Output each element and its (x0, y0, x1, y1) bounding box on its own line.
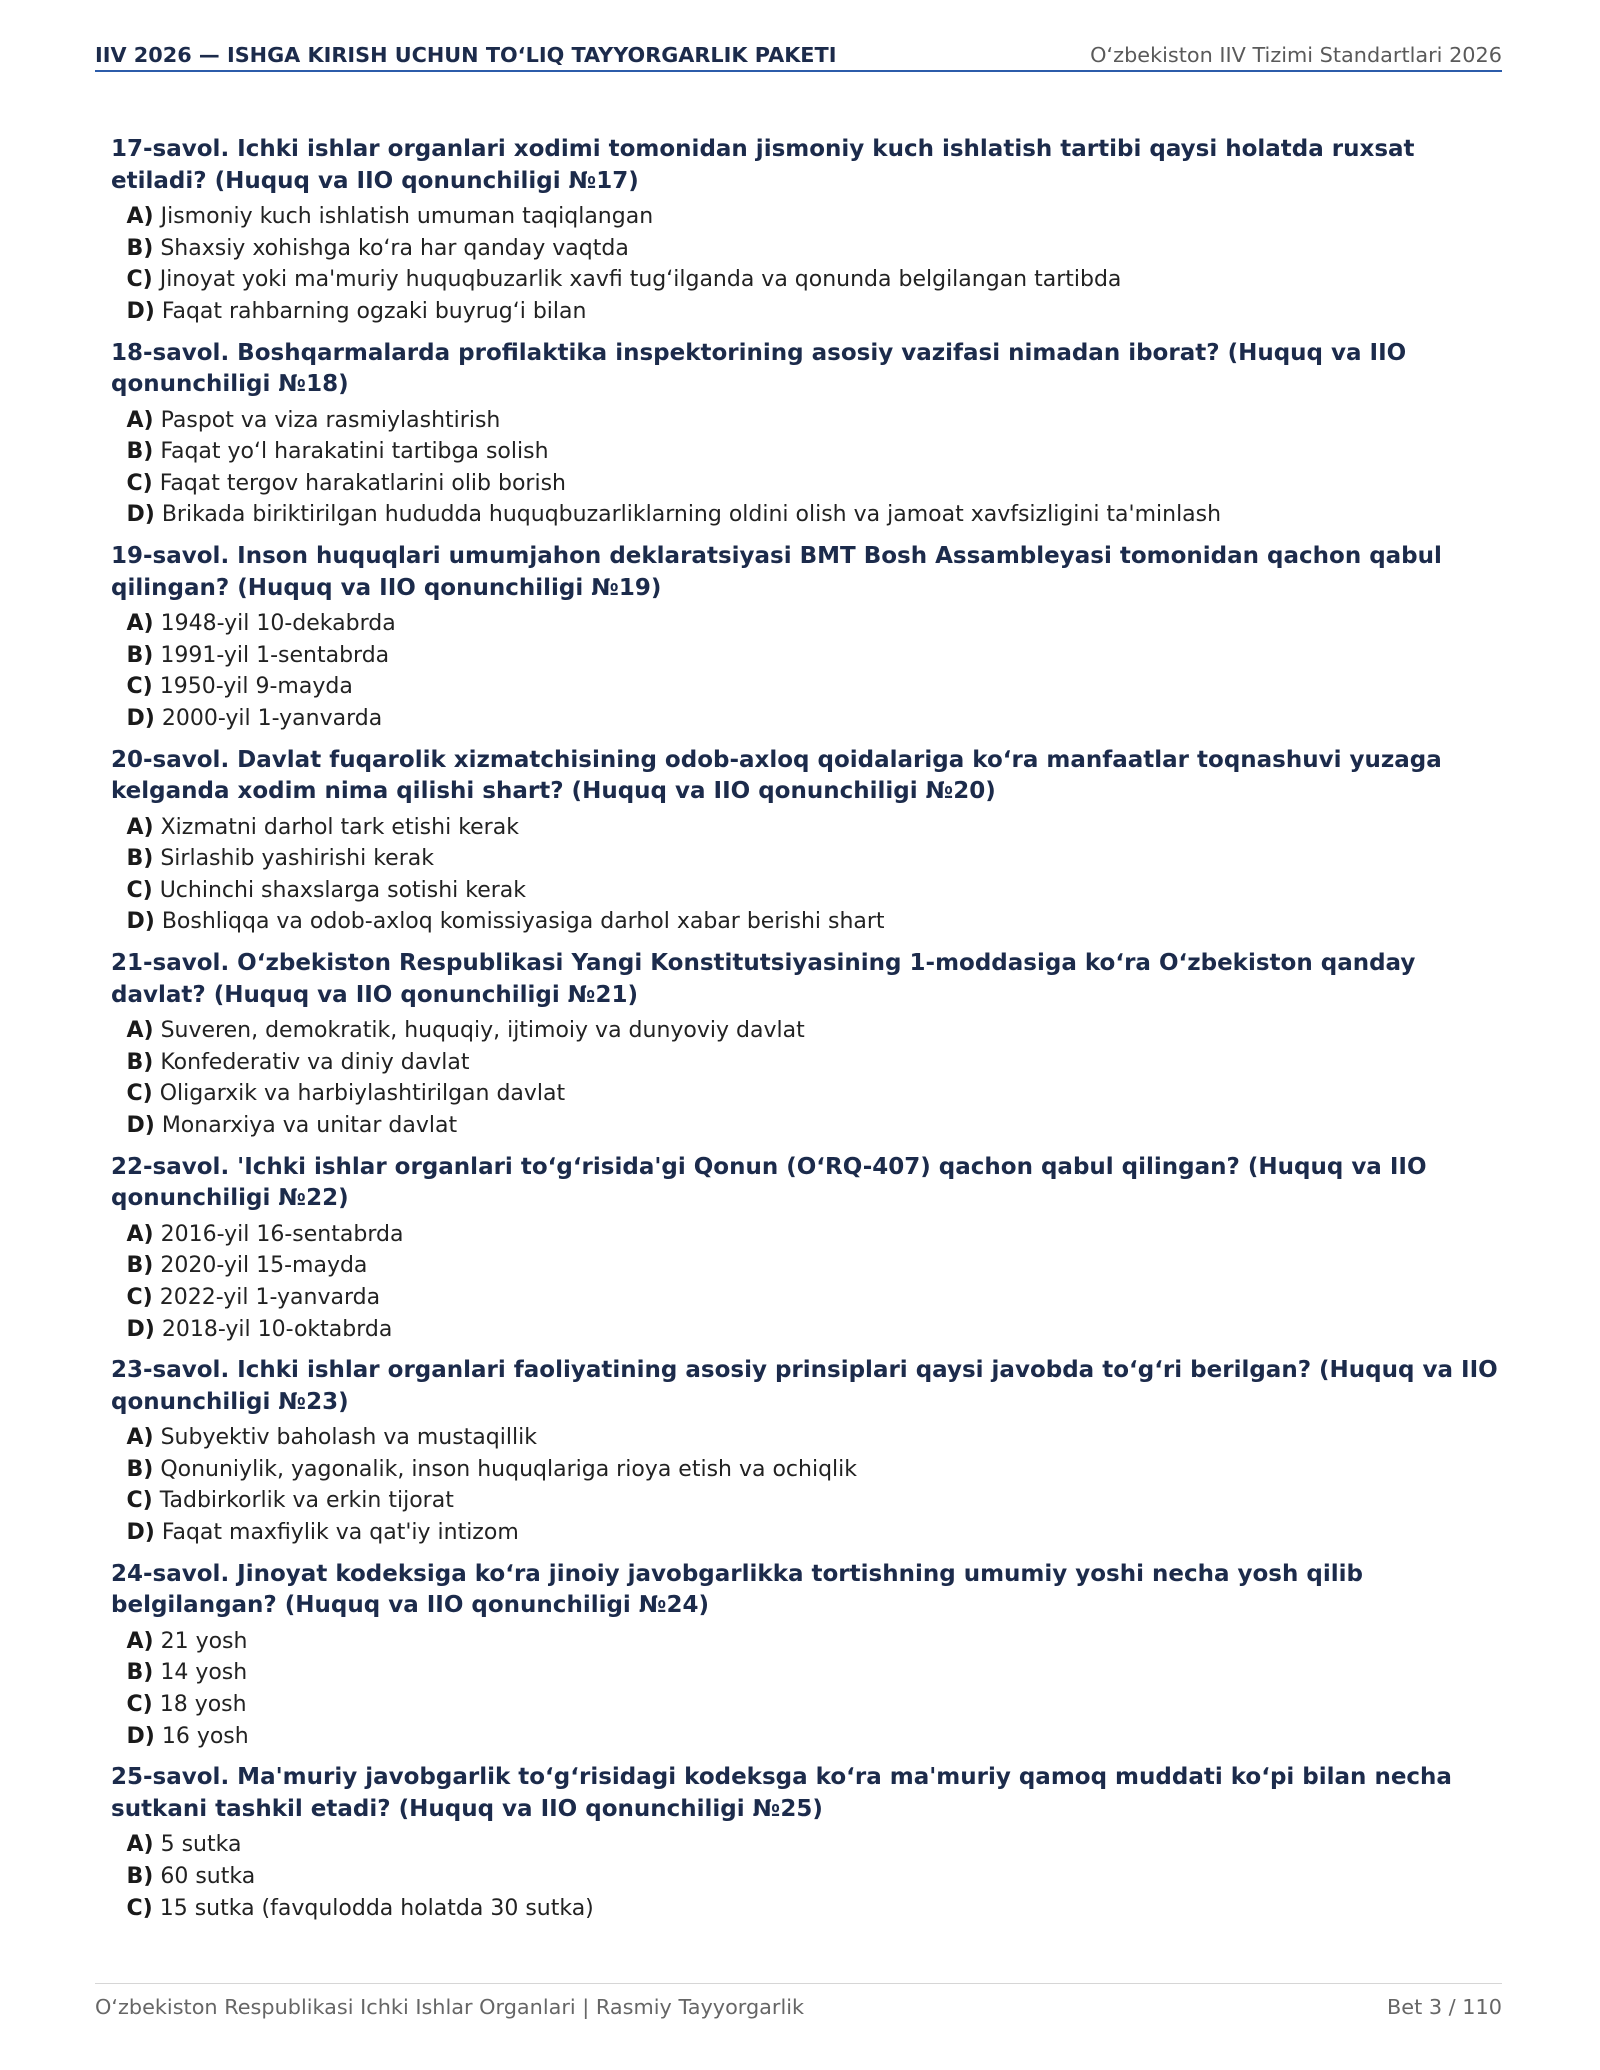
option-letter: B) (126, 439, 154, 465)
answer-option-c (127, 264, 1503, 296)
answer-option-c (127, 671, 1503, 703)
option-text: 1991-yil 1-sentabrda (160, 642, 390, 668)
option-text: Oligarxik va harbiylashtirilgan davlat (159, 1081, 566, 1107)
option-text: Faqat yoʻl harakatini tartibga solish (160, 439, 549, 465)
option-letter: D) (126, 1520, 155, 1546)
answer-options (111, 1422, 1502, 1548)
answer-options (111, 1626, 1502, 1752)
option-text: 1950-yil 9-mayda (159, 674, 353, 700)
question-text: 20-savol. Davlat fuqarolik xizmatchisining odob-axloq qoidalariga koʻra manfaatlar toqnashuvi yuzaga kelganda xodim nima qilishi shart? (Huquq va IIO qonunchiligi №20) (111, 746, 1442, 805)
option-text: Jinoyat yoki ma'muriy huquqbuzarlik xavfi tugʻilganda va qonunda belgilangan tartibda (159, 267, 1122, 293)
option-letter: B) (126, 1863, 154, 1889)
option-letter: C) (126, 674, 153, 700)
option-letter: B) (126, 846, 154, 872)
question-block-23 (111, 1355, 1502, 1548)
option-letter: C) (126, 1081, 153, 1107)
page-header (95, 40, 1502, 71)
option-text: Paspot va viza rasmiylashtirish (160, 407, 501, 433)
option-letter: C) (126, 877, 153, 903)
answer-options (111, 608, 1502, 734)
option-text: Qonuniylik, yagonalik, inson huquqlariga rioya etish va ochiqlik (160, 1456, 858, 1482)
option-text: 18 yosh (159, 1692, 247, 1717)
option-letter: A) (126, 611, 154, 637)
option-letter: D) (126, 502, 155, 528)
answer-option-a (127, 1829, 1503, 1861)
option-text: Xizmatni darhol tark etishi kerak (160, 814, 519, 840)
answer-option-d (127, 906, 1503, 938)
option-text: Brikada biriktirilgan hududda huquqbuzarliklarning oldini olish va jamoat xavfsizligini ta'minlash (161, 502, 1222, 528)
question-text: 21-savol. Oʻzbekiston Respublikasi Yangi Konstitutsiyasining 1-moddasiga koʻra Oʻzbekiston qanday davlat? (Huquq va IIO qonunchiligi №21) (111, 950, 1416, 1008)
option-text: 2022-yil 1-yanvarda (159, 1284, 381, 1310)
answer-option-b (127, 1047, 1503, 1079)
option-letter: B) (126, 1049, 154, 1075)
answer-option-c (127, 468, 1503, 500)
answer-option-c (127, 1282, 1503, 1314)
answer-option-a (127, 812, 1503, 844)
answer-option-d (127, 499, 1503, 531)
option-text: 14 yosh (160, 1660, 248, 1686)
option-text: 1948-yil 10-dekabrda (160, 611, 396, 637)
option-letter: A) (126, 1018, 154, 1044)
option-letter: A) (126, 1221, 154, 1247)
option-letter: D) (126, 1112, 155, 1138)
question-block-22 (111, 1152, 1502, 1345)
option-text: 2018-yil 10-oktabrda (161, 1316, 393, 1342)
document-subtitle: Oʻzbekiston IIV Tizimi Standartlari 2026 (1090, 43, 1502, 67)
option-letter: C) (126, 1488, 153, 1514)
question-text: 22-savol. 'Ichki ishlar organlari toʻgʻrisida'gi Qonun (OʻRQ-407) qachon qabul qilingan? (Huquq va IIO qonunchiligi №22) (111, 1153, 1427, 1212)
option-text: 2000-yil 1-yanvarda (161, 705, 383, 731)
option-letter: C) (126, 1895, 153, 1921)
answer-option-d (127, 1721, 1503, 1753)
question-text: 24-savol. Jinoyat kodeksiga koʻra jinoiy javobgarlikka tortishning umumiy yoshi necha yosh qilib belgilangan? (Huquq va IIO qonunchiligi №24) (111, 1560, 1363, 1619)
footer-divider (95, 1983, 1502, 1984)
option-letter: A) (126, 407, 154, 433)
answer-option-c (127, 1893, 1503, 1925)
question-block-17 (111, 134, 1502, 327)
option-text: Faqat rahbarning ogzaki buyrugʻi bilan (161, 298, 587, 324)
question-list (111, 134, 1502, 1934)
answer-option-d (127, 703, 1503, 735)
option-text: Sirlashib yashirishi kerak (160, 846, 434, 872)
option-letter: C) (126, 1692, 153, 1717)
question-block-25 (111, 1762, 1502, 1924)
answer-options (111, 1015, 1502, 1141)
option-letter: A) (126, 1425, 154, 1451)
answer-option-b (127, 640, 1503, 672)
answer-option-c (127, 1078, 1503, 1110)
option-letter: D) (126, 705, 155, 731)
option-letter: B) (126, 642, 154, 668)
answer-option-b (127, 1250, 1503, 1282)
option-letter: B) (126, 1660, 154, 1686)
option-letter: A) (126, 203, 154, 229)
answer-options (111, 1829, 1502, 1924)
option-letter: C) (126, 1284, 153, 1310)
answer-option-c (127, 875, 1503, 907)
question-text: 23-savol. Ichki ishlar organlari faoliyatining asosiy prinsiplari qaysi javobda toʻgʻri berilgan? (Huquq va IIO qonunchiligi №23) (111, 1357, 1498, 1415)
option-text: 2020-yil 15-mayda (160, 1253, 368, 1279)
option-letter: D) (126, 909, 155, 935)
question-block-20 (111, 745, 1502, 938)
answer-options (111, 1219, 1502, 1345)
question-text: 19-savol. Inson huquqlari umumjahon deklaratsiyasi BMT Bosh Assambleyasi tomonidan qachon qabul qilingan? (Huquq va IIO qonunchiligi №19) (111, 543, 1442, 601)
option-text: Boshliqqa va odob-axloq komissiyasiga darhol xabar berishi shart (161, 909, 885, 935)
answer-option-b (127, 436, 1503, 468)
answer-option-a (127, 1219, 1503, 1251)
option-letter: A) (126, 1832, 154, 1858)
option-text: Subyektiv baholash va mustaqillik (160, 1425, 537, 1451)
option-letter: D) (126, 298, 155, 324)
option-letter: C) (126, 267, 153, 293)
option-text: Suveren, demokratik, huquqiy, ijtimoiy va dunyoviy davlat (160, 1018, 805, 1044)
option-letter: B) (126, 235, 154, 261)
answer-option-d (127, 1110, 1503, 1142)
answer-option-d (127, 1314, 1503, 1346)
option-text: 60 sutka (160, 1863, 256, 1889)
header-divider (95, 70, 1502, 72)
question-text: 18-savol. Boshqarmalarda profilaktika inspektorining asosiy vazifasi nimadan iborat? (Huquq va IIO qonunchiligi №18) (111, 339, 1407, 398)
answer-option-b (127, 843, 1503, 875)
question-block-24 (111, 1559, 1502, 1752)
question-block-18 (111, 338, 1502, 531)
option-letter: D) (126, 1316, 155, 1342)
question-text: 17-savol. Ichki ishlar organlari xodimi tomonidan jismoniy kuch ishlatish tartibi qaysi holatda ruxsat etiladi? (Huquq va IIO qonunchiligi №17) (111, 136, 1415, 194)
answer-option-a (127, 1422, 1503, 1454)
page-number: Bet 3 / 110 (1387, 1995, 1502, 2019)
answer-options (111, 812, 1502, 938)
option-text: Uchinchi shaxslarga sotishi kerak (159, 877, 527, 903)
answer-option-b (127, 1861, 1503, 1893)
option-text: 16 yosh (161, 1723, 249, 1749)
option-letter: B) (126, 1456, 154, 1482)
answer-option-c (127, 1485, 1503, 1517)
answer-option-a (127, 608, 1503, 640)
answer-option-b (127, 1657, 1503, 1689)
question-text: 25-savol. Ma'muriy javobgarlik toʻgʻrisidagi kodeksga koʻra ma'muriy qamoq muddati koʻpi bilan necha sutkani tashkil etadi? (Huquq va IIO qonunchiligi №25) (111, 1764, 1452, 1822)
option-text: 2016-yil 16-sentabrda (160, 1221, 404, 1247)
answer-option-a (127, 201, 1503, 233)
page-footer (95, 1992, 1502, 2022)
question-block-19 (111, 541, 1502, 734)
option-text: 15 sutka (favqulodda holatda 30 sutka) (159, 1895, 594, 1921)
option-text: Monarxiya va unitar davlat (161, 1112, 458, 1138)
answer-option-d (127, 296, 1503, 328)
option-text: 21 yosh (160, 1628, 248, 1654)
answer-option-d (127, 1517, 1503, 1549)
answer-option-a (127, 1015, 1503, 1047)
answer-option-c (127, 1689, 1503, 1721)
option-letter: A) (126, 1628, 154, 1654)
option-letter: B) (126, 1253, 154, 1279)
option-text: Konfederativ va diniy davlat (160, 1049, 470, 1075)
option-text: Faqat maxfiylik va qat'iy intizom (161, 1520, 519, 1546)
option-text: Tadbirkorlik va erkin tijorat (159, 1488, 454, 1514)
option-letter: D) (126, 1723, 155, 1749)
question-block-21 (111, 948, 1502, 1141)
answer-option-a (127, 1626, 1503, 1658)
option-text: Shaxsiy xohishga koʻra har qanday vaqtda (160, 235, 629, 261)
option-text: Jismoniy kuch ishlatish umuman taqiqlangan (160, 203, 654, 229)
answer-option-b (127, 1454, 1503, 1486)
option-text: 5 sutka (160, 1832, 242, 1858)
option-text: Faqat tergov harakatlarini olib borish (159, 470, 566, 496)
option-letter: C) (126, 470, 153, 496)
footer-organization: Oʻzbekiston Respublikasi Ichki Ishlar Organlari | Rasmiy Tayyorgarlik (95, 1995, 805, 2019)
answer-option-a (127, 405, 1503, 437)
answer-option-b (127, 233, 1503, 265)
option-letter: A) (126, 814, 154, 840)
document-title: IIV 2026 — ISHGA KIRISH UCHUN TOʻLIQ TAYYORGARLIK PAKETI (95, 43, 837, 67)
answer-options (111, 405, 1502, 531)
answer-options (111, 201, 1502, 327)
